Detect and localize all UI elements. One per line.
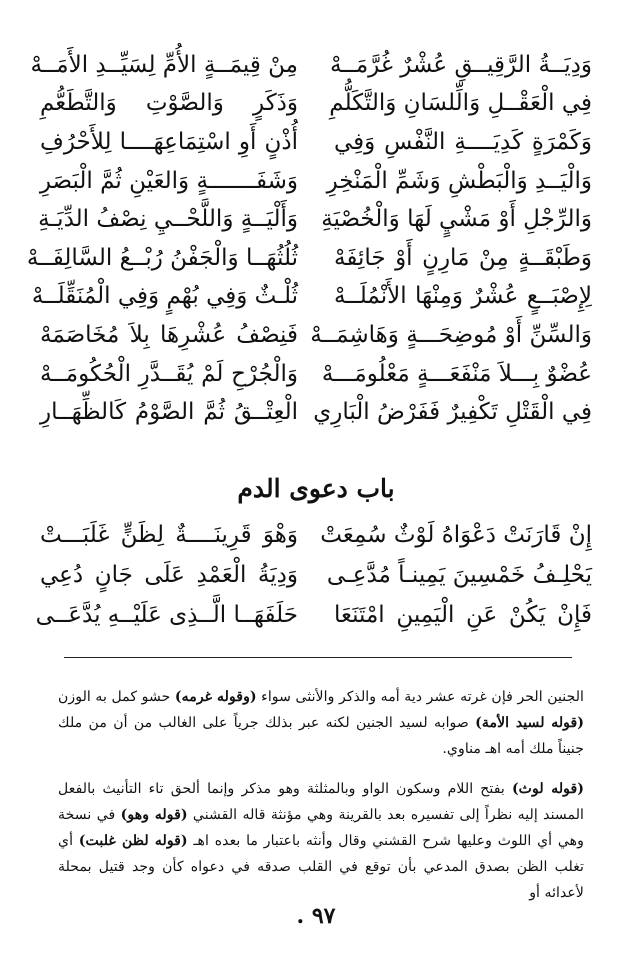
verse-row [30,46,592,85]
verse-row [40,162,592,201]
verse-first-hemistich: فَإِنْ يَكُنْ عَنِ الْيَمِينِ امْتَنَعَا [334,601,592,628]
page-number: ٩٧ . [296,903,336,929]
verse-first-hemistich: وَكَمْرَةٍ كَدِيَــــةِ النَّفْسِ وَفِي [334,128,592,155]
verse-second-hemistich: وَالْجُرْحِ لَمْ يُقَــدَّرِ الْحُكُومَــهْ [40,360,298,387]
verse-first-hemistich: وَالسِّنِّ أَوْ مُوضِحَـــةٍ وَهَاشِمَــهْ [310,321,592,348]
verse-second-hemistich: الْعِتْــقُ ثُمَّ الصَّوْمُ كَالظِّهَــارِ [40,399,298,426]
verse-second-hemistich: وَشَفَـــــــةٍ وَالعَيْنِ ثُمَّ الْبَصَرِ [39,167,298,194]
verse-first-hemistich: لِإِصْبَــعٍ عُشْرٌ وَمِنْهَا الأَنْمُلَــهْ [334,283,592,310]
verses-top [26,46,592,432]
verse-first-hemistich: عُضْوٌ بِـــلاَ مَنْفَعَـــةٍ مَعْلُومَـــهْ [321,360,592,387]
verse-row [26,239,592,278]
verse-second-hemistich: وَأَلْيَــةٍ وَاللَّحْــيِ نِصْفُ الدِّيَـةِ [38,206,298,233]
verse-first-hemistich: وَدِيَــةُ الرَّقِيــقِ عُشْرٌ غُرَّمَــهْ [330,51,592,78]
verse-first-hemistich: فِي الْعَقْــلِ وَالِّلسَانِ وَالتَّكَلُّمِ [329,90,592,117]
verse-second-hemistich: أُذْنٍ أَوِ اسْتِمَاعِهَــــا لِلأَحْرُفِ [40,128,298,155]
verse-row [40,555,592,595]
footnote-keyword: (وقوله غرمه) [174,689,257,705]
footnotes [58,684,584,906]
footnote-text: حشو كمل به الوزن [58,689,175,705]
verse-row [35,595,592,635]
verse-second-hemistich: وَذَكَرٍ وَالصَّوْتِ وَالتَّطَعُّمِ [40,90,298,117]
section-heading: باب دعوى الدم [237,474,395,503]
footnote-paragraph [58,776,584,906]
footnote-keyword: (قوله وهو) [120,807,188,823]
footnote-divider [64,657,572,658]
footnote-text: الجنين الحر فإن غرته عشر دية أمه والذكر والأنثى سواء [256,689,584,705]
footnote-text: أي تغلب الظن بصدق المدعي بأن توقع في القلب صدقه في دعواه كأن وجد قتيل بمحلة لأعدائه أو [58,833,584,901]
footnote-paragraph [58,684,584,762]
verse-second-hemistich: حَلَفَهَــا الَّــذِى عَلَيْــهِ يُدَّعَــى [35,601,298,628]
verse-second-hemistich: وَدِيَةُ الْعَمْدِ عَلَى جَانٍ دُعِي [40,561,298,588]
verse-second-hemistich: ثُلُثُهَــا وَالْجَفْنُ رُبْــعُ السَّالِفَــهْ [26,244,298,271]
verse-row [31,278,592,317]
footnote-keyword: (قوله لسيد الأمة) [475,715,584,731]
verse-row [40,123,592,162]
verse-first-hemistich: فِي الْقَتْلِ تَكْفِيرٌ فَفَرْضُ الْبَارِي [313,399,592,426]
footnote-keyword: (قوله لوث) [511,781,584,797]
verse-row [40,393,592,432]
verse-first-hemistich: إِنْ قَارَنَتْ دَعْوَاهُ لَوْثٌ سُمِعَتْ [320,521,592,548]
verse-second-hemistich: ثُلْـثٌ وَفِي بُهْمٍ وَفِي الْمُنَقِّلَــهْ [31,283,298,310]
footnote-text: بفتح اللام وسكون الواو وبالمثلثة وهو مذكر وإنما ألحق تاء التأنيث بالفعل المسند إليه نظراً إلى تفسيره بعد بالقرينة وهي مؤنثة قاله القشني [58,781,584,823]
verse-row [40,355,592,394]
verse-first-hemistich: وَطَبْقَــةٍ مِنْ مَارِنٍ أَوْ جَائِفَهْ [334,244,592,271]
verse-row [40,515,592,555]
footnote-keyword: (قوله لظن غلبت) [78,833,188,849]
verse-first-hemistich: يَحْلِـفُ خَمْسِينَ يَمِينـاً مُدَّعِـى [326,561,592,588]
verse-first-hemistich: وَالْيَــدِ وَالْبَطْشِ وَشَمِّ الْمَنْخِرِ [326,167,592,194]
verse-first-hemistich: وَالرِّجْلِ أَوْ مَشْيٍ لَهَا وَالْخُصْيَةِ [321,206,592,233]
footnote-text: في نسخة وهي أي اللوث وعليها شرح القشني وقال وأنثه باعتبار ما بعده اهـ [58,807,585,849]
verse-row [40,316,592,355]
footnote-text: صوابه لسيد الجنين لكنه عبر بذلك جرياً على الغالب من أن من ملك جنيناً ملك أمه اهـ مناوي. [58,715,584,757]
verse-second-hemistich: وَهْوَ قَرِينَــــةٌ لِظَنٍّ غَلَبَـــتْ [40,521,298,548]
verse-second-hemistich: فَنِصْفُ عُشْرِهَا بِلاَ مُخَاصَمَهْ [40,321,298,348]
verse-row [40,85,592,124]
verses-bottom [35,515,592,635]
verse-row [40,200,592,239]
verse-second-hemistich: مِنْ قِيمَــةٍ الأُمِّ لِسَيِّــدِ الأَمَــهْ [30,51,298,78]
